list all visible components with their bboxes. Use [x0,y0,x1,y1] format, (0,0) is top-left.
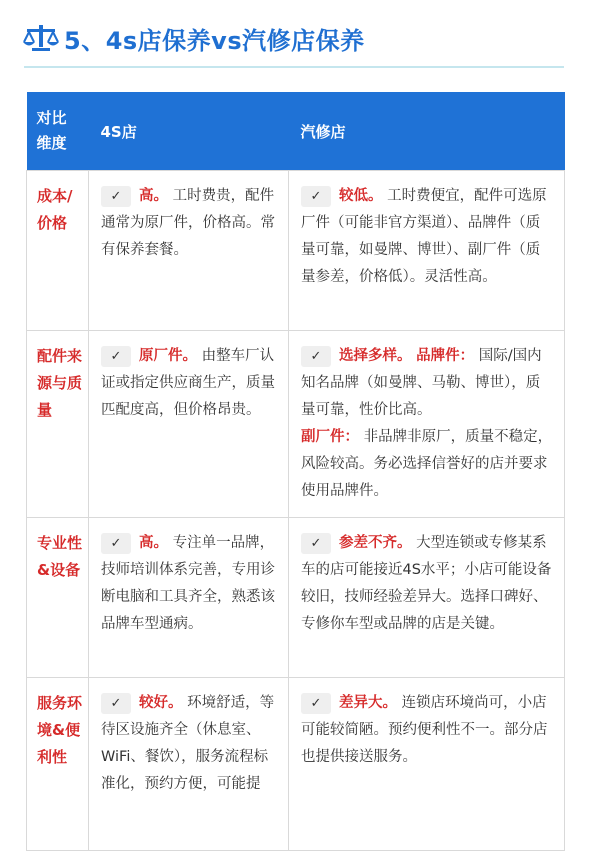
comparison-table [26,92,565,851]
key-point: 较好。 [139,695,183,711]
cell-text: 国际/国内知名品牌（如曼牌、马勒、博世），质量可靠，性价比高。 [301,348,542,418]
row-dimension: 专业性&设备 [27,518,89,678]
cell-4s [89,171,289,331]
key-point: 选择多样。 [339,348,412,364]
key-point-aftermarket: 副厂件： [301,429,359,445]
cell-repair [289,518,565,678]
cell-4s [89,331,289,518]
check-icon: ✓ [301,346,331,367]
cell-text: 工时费贵，配件通常为原厂件，价格高。常有保养套餐。 [101,188,275,258]
row-dimension: 配件来源与质量 [27,331,89,518]
check-icon: ✓ [101,346,131,367]
check-icon: ✓ [101,186,131,207]
header-repair-shop: 汽修店 [289,92,565,171]
cell-repair [289,678,565,851]
check-icon: ✓ [301,693,331,714]
key-point: 参差不齐。 [339,535,412,551]
cell-text: 工时费便宜，配件可选原厂件（可能非官方渠道）、品牌件（质量可靠，如曼牌、博世）、副厂件（质量参差，价格低）。灵活性高。 [301,188,547,285]
cell-text: 大型连锁或专修某系车的店可能接近4S水平；小店可能设备较旧，技师经验差异大。选择口碑好、专修你车型或品牌的店是关键。 [301,535,552,632]
cell-text: 连锁店环境尚可，小店可能较简陋。预约便利性不一。部分店也提供接送服务。 [301,695,548,765]
cell-repair [289,171,565,331]
key-point-brand: 品牌件： [416,348,475,364]
table-row [27,331,565,518]
cell-text: 由整车厂认证或指定供应商生产，质量匹配度高，但价格昂贵。 [101,348,275,418]
check-icon: ✓ [301,533,331,554]
page-title: 5、4s店保养vs汽修店保养 [64,26,365,55]
key-point: 较低。 [339,188,383,204]
table-row [27,171,565,331]
cell-text: 非品牌非原厂，质量不稳定，风险较高。务必选择信誉好的店并要求使用品牌件。 [301,429,553,499]
section-title [22,18,365,58]
cell-text: 专注单一品牌，技师培训体系完善，专用诊断电脑和工具齐全，熟悉该品牌车型通病。 [101,535,275,632]
check-icon: ✓ [101,533,131,554]
key-point: 高。 [139,535,168,551]
key-point: 高。 [139,188,168,204]
header-dimension: 对比维度 [27,92,89,171]
check-icon: ✓ [101,693,131,714]
cell-4s [89,678,289,851]
table-row [27,678,565,851]
row-dimension: 成本/价格 [27,171,89,331]
key-point: 差异大。 [339,695,397,711]
cell-text: 环境舒适，等待区设施齐全（休息室、WiFi、餐饮），服务流程标准化，预约方便，可能提 [101,695,275,792]
table-header-row [27,92,565,171]
key-point: 原厂件。 [139,348,197,364]
check-icon: ✓ [301,186,331,207]
scale-icon [22,23,60,53]
table-row [27,518,565,678]
title-divider [24,66,564,68]
cell-4s [89,518,289,678]
row-dimension: 服务环境&便利性 [27,678,89,851]
cell-repair [289,331,565,518]
header-4s: 4S店 [89,92,289,171]
